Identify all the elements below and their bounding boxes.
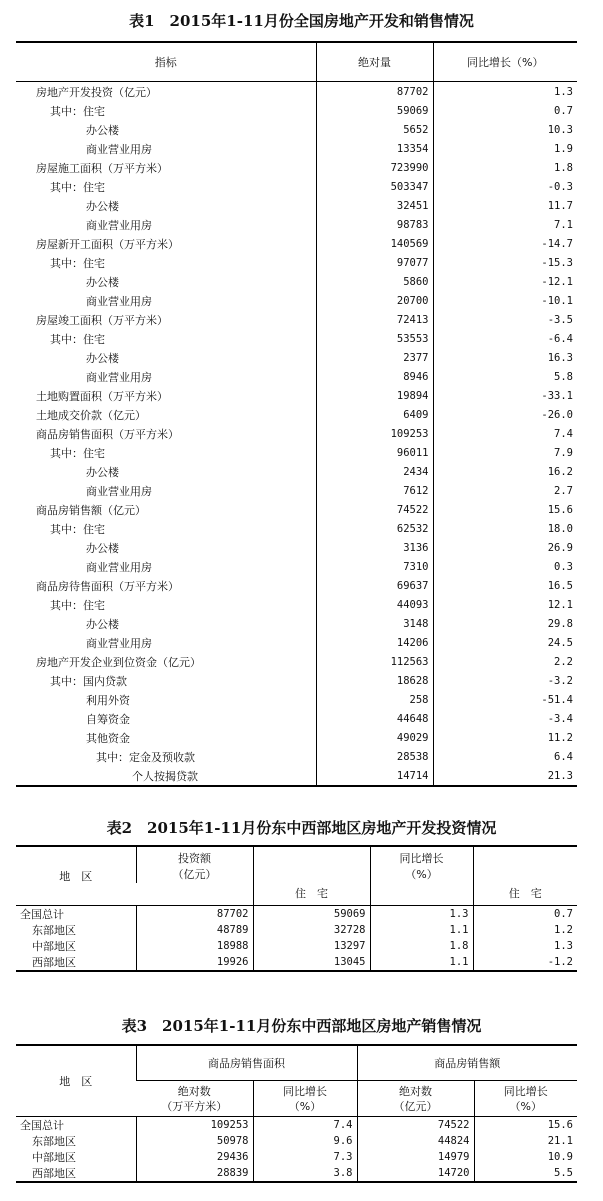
- invest-value: 48789: [136, 922, 253, 938]
- growth-value: -10.1: [433, 291, 577, 310]
- absolute-value: 5652: [316, 120, 433, 139]
- table-row: [16, 652, 577, 671]
- table3-header-sales-group: 商品房销售额: [357, 1045, 577, 1081]
- table1-header-row: [16, 42, 577, 82]
- region-label: 中部地区: [32, 940, 76, 953]
- growth-residential-value: -1.2: [473, 954, 577, 971]
- table-row: [16, 576, 577, 595]
- growth-value: 18.0: [433, 519, 577, 538]
- indicator-label: 自筹资金: [86, 712, 130, 726]
- table3-header-sales-abs-label: 绝对数: [399, 1084, 432, 1098]
- table-row: [16, 158, 577, 177]
- growth-value: 2.2: [433, 652, 577, 671]
- growth-value: 1.3: [370, 906, 473, 923]
- growth-value: 26.9: [433, 538, 577, 557]
- table1: [16, 41, 577, 787]
- table3-body: [16, 1117, 577, 1183]
- table3-header-area-growth: [253, 1081, 357, 1117]
- table2-header-growth-unit: （%）: [405, 868, 438, 881]
- table1-header-growth: 同比增长（%）: [433, 42, 577, 82]
- growth-value: -15.3: [433, 253, 577, 272]
- growth-value: 24.5: [433, 633, 577, 652]
- table2-header-row-1: [16, 846, 577, 883]
- absolute-value: 72413: [316, 310, 433, 329]
- absolute-value: 109253: [316, 424, 433, 443]
- table-row: [16, 386, 577, 405]
- table-row: [16, 938, 577, 954]
- absolute-value: 6409: [316, 405, 433, 424]
- absolute-value: 14714: [316, 766, 433, 786]
- indicator-label: 房屋施工面积（万平方米）: [36, 161, 168, 175]
- table-row: [16, 405, 577, 424]
- growth-value: 21.3: [433, 766, 577, 786]
- sales-value: 74522: [357, 1117, 474, 1134]
- growth-value: 29.8: [433, 614, 577, 633]
- absolute-value: 20700: [316, 291, 433, 310]
- indicator-label: 其中：住宅: [50, 598, 105, 612]
- growth-value: 7.9: [433, 443, 577, 462]
- absolute-value: 97077: [316, 253, 433, 272]
- absolute-value: 28538: [316, 747, 433, 766]
- table-row: [16, 310, 577, 329]
- indicator-label: 商品房待售面积（万平方米）: [36, 579, 179, 593]
- invest-value: 87702: [136, 906, 253, 923]
- table1-title: 表1 2015年1-11月份全国房地产开发和销售情况: [129, 12, 474, 30]
- table-row: [16, 728, 577, 747]
- region-label: 东部地区: [32, 1135, 76, 1148]
- absolute-value: 13354: [316, 139, 433, 158]
- indicator-label: 其中：住宅: [50, 104, 105, 118]
- area-value: 28839: [136, 1165, 253, 1182]
- region-label: 西部地区: [32, 956, 76, 969]
- table3-header-area-abs-label: 绝对数: [177, 1084, 211, 1098]
- table1-header-indicator: 指标: [16, 42, 316, 82]
- indicator-label: 商品房销售额（亿元）: [36, 503, 146, 517]
- indicator-label: 商业营业用房: [86, 636, 152, 650]
- area-growth-value: 9.6: [253, 1133, 357, 1149]
- growth-value: 1.1: [370, 922, 473, 938]
- area-growth-value: 7.3: [253, 1149, 357, 1165]
- absolute-value: 59069: [316, 101, 433, 120]
- table3-header-row-1: [16, 1045, 577, 1081]
- region-label: 东部地区: [32, 924, 76, 937]
- table3-header-area-abs: [136, 1081, 253, 1117]
- growth-value: 16.5: [433, 576, 577, 595]
- sales-growth-value: 15.6: [474, 1117, 577, 1134]
- table-row: [16, 538, 577, 557]
- absolute-value: 258: [316, 690, 433, 709]
- growth-value: 16.3: [433, 348, 577, 367]
- table2-header-region: 地 区: [16, 846, 136, 906]
- table-row: [16, 82, 577, 102]
- indicator-label: 其中：住宅: [50, 522, 105, 536]
- indicator-label: 商业营业用房: [86, 484, 152, 498]
- growth-value: 0.3: [433, 557, 577, 576]
- area-value: 50978: [136, 1133, 253, 1149]
- residential-value: 32728: [253, 922, 370, 938]
- absolute-value: 14206: [316, 633, 433, 652]
- area-growth-value: 7.4: [253, 1117, 357, 1134]
- table2: [16, 845, 577, 972]
- region-label: 全国总计: [20, 908, 64, 921]
- growth-value: -51.4: [433, 690, 577, 709]
- table3-header-sales-growth: [474, 1081, 577, 1117]
- invest-value: 18988: [136, 938, 253, 954]
- table1-header-absolute: 绝对量: [316, 42, 433, 82]
- table-row: [16, 291, 577, 310]
- region-label: 全国总计: [20, 1119, 64, 1132]
- absolute-value: 5860: [316, 272, 433, 291]
- growth-value: -14.7: [433, 234, 577, 253]
- growth-residential-value: 1.2: [473, 922, 577, 938]
- indicator-label: 利用外资: [86, 693, 130, 707]
- sales-growth-value: 10.9: [474, 1149, 577, 1165]
- indicator-label: 商品房销售面积（万平方米）: [36, 427, 179, 441]
- table-row: [16, 1117, 577, 1134]
- indicator-label: 办公楼: [86, 617, 119, 631]
- growth-value: 11.7: [433, 196, 577, 215]
- indicator-label: 办公楼: [86, 351, 119, 365]
- absolute-value: 19894: [316, 386, 433, 405]
- table2-header-growth-label: 同比增长: [399, 852, 444, 865]
- table-row: [16, 766, 577, 786]
- table-row: [16, 329, 577, 348]
- table-row: [16, 1133, 577, 1149]
- table3-header-region: 地 区: [16, 1045, 136, 1117]
- absolute-value: 8946: [316, 367, 433, 386]
- table2-header-residential: 住 宅: [253, 846, 370, 906]
- table-row: [16, 709, 577, 728]
- growth-value: -6.4: [433, 329, 577, 348]
- indicator-label: 其中：住宅: [50, 332, 105, 346]
- table2-header-growth: [370, 846, 473, 883]
- sales-growth-value: 21.1: [474, 1133, 577, 1149]
- growth-value: -3.5: [433, 310, 577, 329]
- indicator-label: 其中：住宅: [50, 256, 105, 270]
- table-row: [16, 1165, 577, 1182]
- table-row: [16, 443, 577, 462]
- table-row: [16, 367, 577, 386]
- growth-value: 1.8: [370, 938, 473, 954]
- indicator-label: 商业营业用房: [86, 370, 152, 384]
- absolute-value: 69637: [316, 576, 433, 595]
- absolute-value: 503347: [316, 177, 433, 196]
- table-row: [16, 462, 577, 481]
- table2-header-invest-unit: （亿元）: [172, 868, 217, 881]
- table3: [16, 1044, 577, 1183]
- table-row: [16, 519, 577, 538]
- table3-header-area-growth-unit: （%）: [288, 1099, 322, 1113]
- table3-header-area-abs-unit: （万平方米）: [161, 1099, 228, 1113]
- table3-header-sales-abs-unit: （亿元）: [393, 1099, 438, 1113]
- indicator-label: 其中：住宅: [50, 446, 105, 460]
- table-row: [16, 595, 577, 614]
- absolute-value: 53553: [316, 329, 433, 348]
- table-row: [16, 215, 577, 234]
- residential-value: 13297: [253, 938, 370, 954]
- table3-header-sales-growth-label: 同比增长: [503, 1084, 548, 1098]
- indicator-label: 其中：国内贷款: [50, 674, 127, 688]
- growth-value: 11.2: [433, 728, 577, 747]
- table2-header-spacer-2: [370, 883, 473, 906]
- table-row: [16, 954, 577, 971]
- indicator-label: 其他资金: [86, 731, 130, 745]
- sales-value: 14979: [357, 1149, 474, 1165]
- absolute-value: 140569: [316, 234, 433, 253]
- table-row: [16, 139, 577, 158]
- indicator-label: 房地产开发投资（亿元）: [36, 85, 157, 99]
- growth-value: -33.1: [433, 386, 577, 405]
- growth-residential-value: 1.3: [473, 938, 577, 954]
- growth-value: 1.8: [433, 158, 577, 177]
- table-row: [16, 614, 577, 633]
- growth-value: 1.9: [433, 139, 577, 158]
- table-row: [16, 272, 577, 291]
- growth-value: 7.4: [433, 424, 577, 443]
- growth-value: 0.7: [433, 101, 577, 120]
- table-row: [16, 348, 577, 367]
- indicator-label: 商业营业用房: [86, 560, 152, 574]
- absolute-value: 723990: [316, 158, 433, 177]
- invest-value: 19926: [136, 954, 253, 971]
- table-row: [16, 424, 577, 443]
- absolute-value: 44648: [316, 709, 433, 728]
- growth-value: -12.1: [433, 272, 577, 291]
- indicator-label: 商业营业用房: [86, 218, 152, 232]
- growth-value: 5.8: [433, 367, 577, 386]
- indicator-label: 商业营业用房: [86, 294, 152, 308]
- table1-body: [16, 82, 577, 787]
- absolute-value: 18628: [316, 671, 433, 690]
- indicator-label: 其中：住宅: [50, 180, 105, 194]
- absolute-value: 49029: [316, 728, 433, 747]
- growth-value: -0.3: [433, 177, 577, 196]
- growth-value: -3.4: [433, 709, 577, 728]
- table2-header-invest-label: 投资额: [178, 852, 211, 865]
- absolute-value: 87702: [316, 82, 433, 102]
- absolute-value: 7310: [316, 557, 433, 576]
- table2-header-spacer-1: [136, 883, 253, 906]
- indicator-label: 房地产开发企业到位资金（亿元）: [36, 655, 201, 669]
- table-row: [16, 922, 577, 938]
- growth-value: 1.3: [433, 82, 577, 102]
- indicator-label: 办公楼: [86, 465, 119, 479]
- sales-value: 44824: [357, 1133, 474, 1149]
- growth-value: 7.1: [433, 215, 577, 234]
- table-row: [16, 177, 577, 196]
- sales-growth-value: 5.5: [474, 1165, 577, 1182]
- table2-title: 表2 2015年1-11月份东中西部地区房地产开发投资情况: [106, 819, 497, 837]
- indicator-label: 房屋竣工面积（万平方米）: [36, 313, 168, 327]
- sales-value: 14720: [357, 1165, 474, 1182]
- area-value: 29436: [136, 1149, 253, 1165]
- absolute-value: 2377: [316, 348, 433, 367]
- indicator-label: 个人按揭贷款: [132, 769, 198, 783]
- growth-value: -26.0: [433, 405, 577, 424]
- indicator-label: 土地成交价款（亿元）: [36, 408, 146, 422]
- growth-value: 10.3: [433, 120, 577, 139]
- absolute-value: 44093: [316, 595, 433, 614]
- residential-value: 13045: [253, 954, 370, 971]
- table-row: [16, 906, 577, 923]
- table2-body: [16, 906, 577, 972]
- indicator-label: 其中：定金及预收款: [96, 750, 195, 764]
- table-row: [16, 234, 577, 253]
- table2-header-growth-residential: 住 宅: [473, 846, 577, 906]
- area-value: 109253: [136, 1117, 253, 1134]
- absolute-value: 3148: [316, 614, 433, 633]
- absolute-value: 3136: [316, 538, 433, 557]
- absolute-value: 2434: [316, 462, 433, 481]
- region-label: 中部地区: [32, 1151, 76, 1164]
- absolute-value: 62532: [316, 519, 433, 538]
- indicator-label: 商业营业用房: [86, 142, 152, 156]
- absolute-value: 32451: [316, 196, 433, 215]
- absolute-value: 74522: [316, 500, 433, 519]
- table-row: [16, 500, 577, 519]
- indicator-label: 办公楼: [86, 541, 119, 555]
- indicator-label: 办公楼: [86, 199, 119, 213]
- growth-residential-value: 0.7: [473, 906, 577, 923]
- table3-header-area-group: 商品房销售面积: [136, 1045, 357, 1081]
- table-row: [16, 253, 577, 272]
- table-row: [16, 196, 577, 215]
- growth-value: 1.1: [370, 954, 473, 971]
- growth-value: -3.2: [433, 671, 577, 690]
- indicator-label: 办公楼: [86, 275, 119, 289]
- region-label: 西部地区: [32, 1167, 76, 1180]
- indicator-label: 房屋新开工面积（万平方米）: [36, 237, 179, 251]
- table-row: [16, 747, 577, 766]
- absolute-value: 112563: [316, 652, 433, 671]
- table-row: [16, 557, 577, 576]
- growth-value: 12.1: [433, 595, 577, 614]
- growth-value: 16.2: [433, 462, 577, 481]
- table-row: [16, 690, 577, 709]
- indicator-label: 土地购置面积（万平方米）: [36, 389, 168, 403]
- table-row: [16, 120, 577, 139]
- table3-header-area-growth-label: 同比增长: [283, 1084, 327, 1098]
- table-row: [16, 633, 577, 652]
- growth-value: 2.7: [433, 481, 577, 500]
- table2-header-invest: [136, 846, 253, 883]
- table-row: [16, 1149, 577, 1165]
- table3-header-sales-growth-unit: （%）: [509, 1099, 542, 1113]
- growth-value: 6.4: [433, 747, 577, 766]
- absolute-value: 96011: [316, 443, 433, 462]
- table-row: [16, 671, 577, 690]
- table3-header-sales-abs: [357, 1081, 474, 1117]
- table-row: [16, 101, 577, 120]
- table-row: [16, 481, 577, 500]
- absolute-value: 98783: [316, 215, 433, 234]
- indicator-label: 办公楼: [86, 123, 119, 137]
- table3-title: 表3 2015年1-11月份东中西部地区房地产销售情况: [121, 1017, 482, 1035]
- area-growth-value: 3.8: [253, 1165, 357, 1182]
- residential-value: 59069: [253, 906, 370, 923]
- growth-value: 15.6: [433, 500, 577, 519]
- absolute-value: 7612: [316, 481, 433, 500]
